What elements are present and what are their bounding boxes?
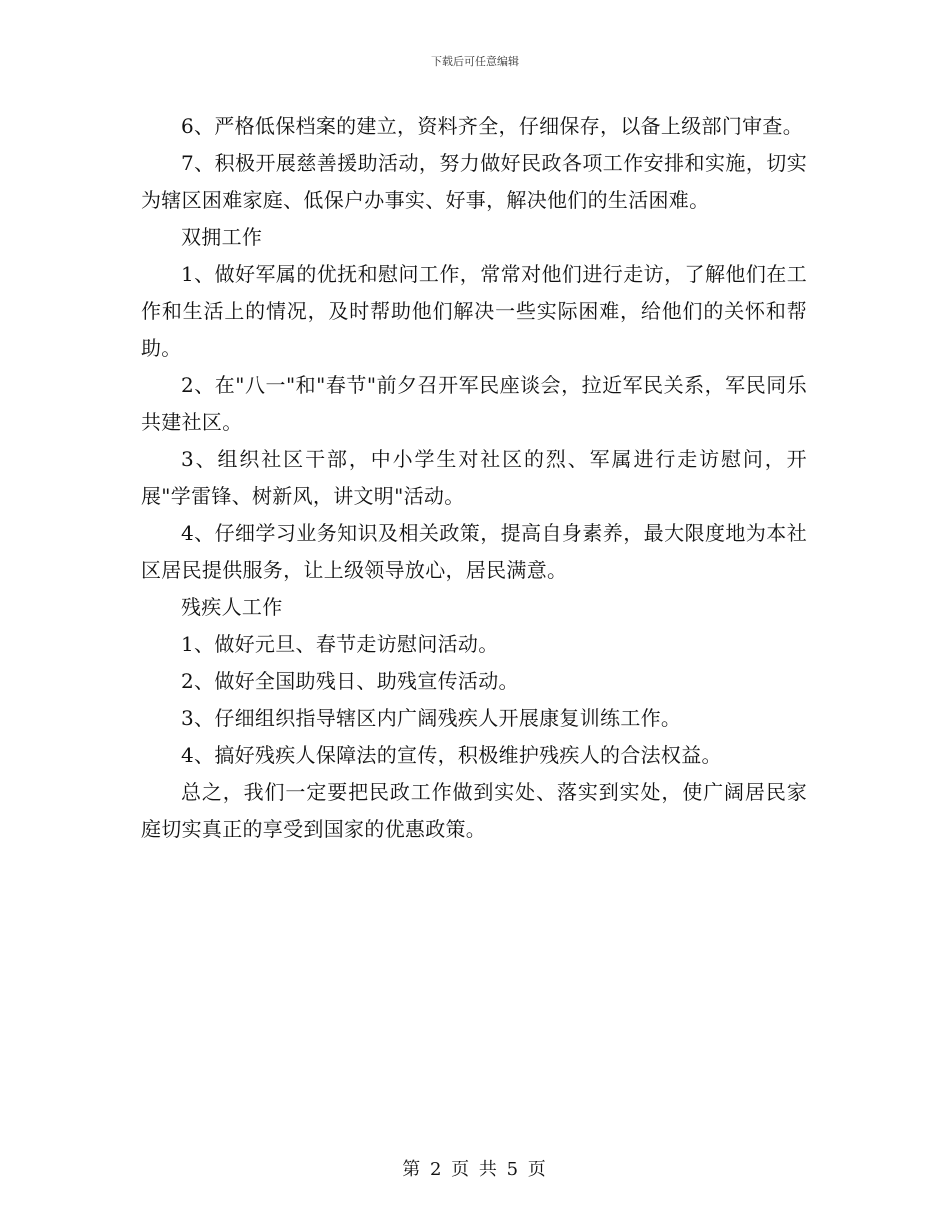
paragraph-policy-study: 4、仔细学习业务知识及相关政策，提高自身素养，最大限度地为本社区居民提供服务，让上级领导放心，居民满意。 bbox=[141, 521, 807, 582]
paragraph-item-7-charity: 7、积极开展慈善援助活动，努力做好民政各项工作安排和实施，切实为辖区困难家庭、低保户办事实、好事，解决他们的生活困难。 bbox=[141, 151, 807, 212]
paragraph-conclusion: 总之，我们一定要把民政工作做到实处、落实到实处，使广阔居民家庭切实真正的享受到国家的优惠政策。 bbox=[141, 780, 807, 841]
page-header: 下载后可任意编辑 bbox=[431, 55, 519, 68]
paragraph-item-6-archives: 6、严格低保档案的建立，资料齐全，仔细保存，以备上级部门审查。 bbox=[181, 114, 804, 138]
paragraph-community-visits: 3、组织社区干部，中小学生对社区的烈、军属进行走访慰问，开展"学雷锋、树新风，讲文明"活动。 bbox=[141, 447, 807, 508]
page-number-footer: 第 2 页 共 5 页 bbox=[402, 1159, 548, 1180]
paragraph-disability-day: 2、做好全国助残日、助残宣传活动。 bbox=[181, 669, 519, 693]
section-heading-double-support: 双拥工作 bbox=[181, 225, 263, 249]
paragraph-military-family-care: 1、做好军属的优抚和慰问工作，常常对他们进行走访，了解他们在工作和生活上的情况，及时帮助他们解决一些实际困难，给他们的关怀和帮助。 bbox=[141, 262, 807, 360]
paragraph-protection-law: 4、搞好残疾人保障法的宣传，积极维护残疾人的合法权益。 bbox=[181, 743, 722, 767]
document-body bbox=[141, 108, 807, 848]
section-heading-disabled-work: 残疾人工作 bbox=[181, 595, 283, 619]
paragraph-holiday-visits: 1、做好元旦、春节走访慰问活动。 bbox=[181, 632, 499, 656]
paragraph-rehab-training: 3、仔细组织指导辖区内广阔残疾人开展康复训练工作。 bbox=[181, 706, 682, 730]
paragraph-military-civilian-forum: 2、在"八一"和"春节"前夕召开军民座谈会，拉近军民关系，军民同乐共建社区。 bbox=[141, 373, 807, 434]
